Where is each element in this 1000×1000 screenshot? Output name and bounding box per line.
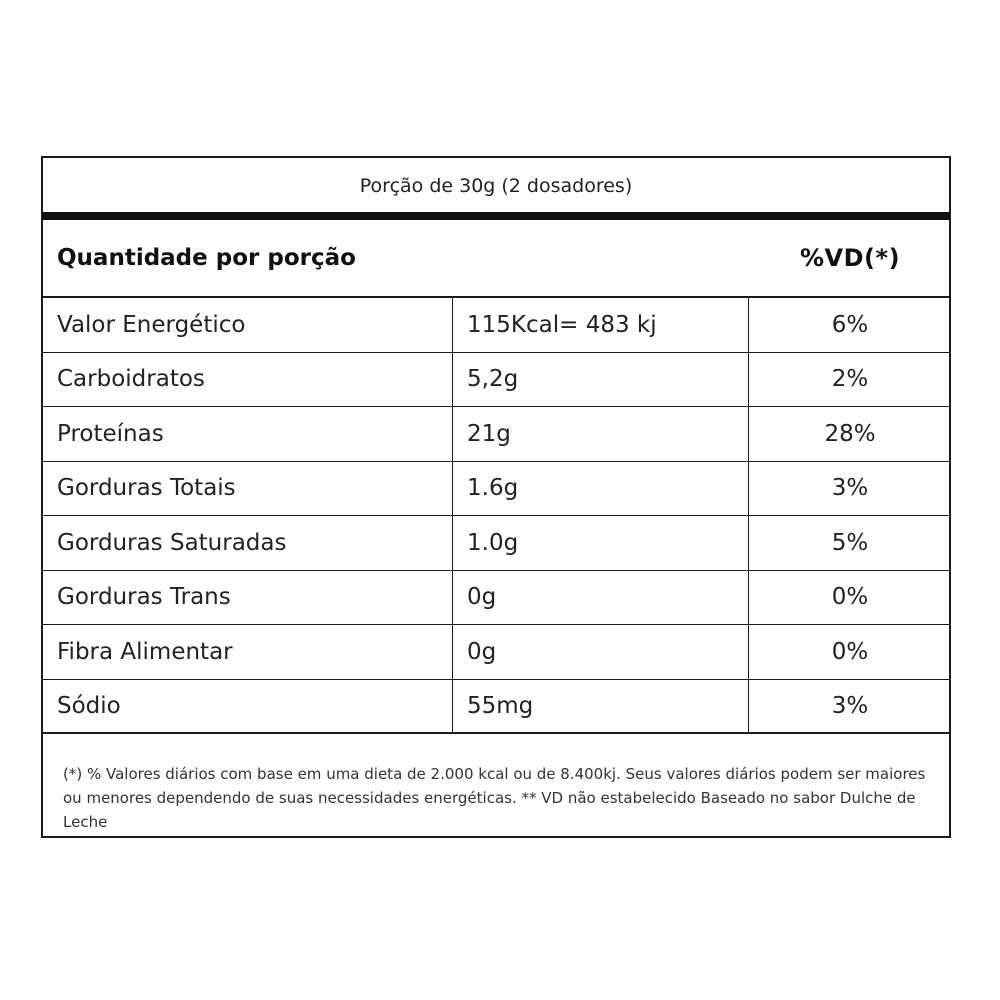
nutrient-rows — [43, 298, 949, 734]
nutrient-name: Carboidratos — [57, 366, 205, 393]
table-row — [43, 680, 949, 735]
nutrient-name: Gorduras Totais — [57, 475, 236, 502]
nutrient-daily-value: 28% — [748, 407, 951, 461]
nutrient-daily-value: 2% — [748, 353, 951, 407]
serving-size: Porção de 30g (2 dosadores) — [359, 175, 633, 197]
table-row — [43, 625, 949, 680]
nutrient-name: Gorduras Trans — [57, 584, 231, 611]
table-row — [43, 516, 949, 571]
table-row — [43, 407, 949, 462]
nutrient-daily-value: 0% — [748, 625, 951, 679]
quantity-per-serving-heading: Quantidade por porção — [57, 245, 356, 271]
nutrient-name: Sódio — [57, 692, 121, 719]
table-row — [43, 571, 949, 626]
nutrient-amount: 1.6g — [452, 462, 748, 516]
nutrient-name: Valor Energético — [57, 311, 246, 338]
daily-value-heading: %VD(*) — [800, 244, 901, 272]
nutrient-amount: 1.0g — [452, 516, 748, 570]
nutrient-amount: 0g — [452, 571, 748, 625]
table-row — [43, 353, 949, 408]
nutrient-amount: 115Kcal= 483 kj — [452, 298, 748, 352]
nutrient-daily-value: 5% — [748, 516, 951, 570]
nutrient-amount: 55mg — [452, 680, 748, 733]
nutrient-name: Fibra Alimentar — [57, 638, 233, 665]
header-divider — [43, 212, 949, 220]
nutrient-daily-value: 0% — [748, 571, 951, 625]
table-row — [43, 298, 949, 353]
nutrient-daily-value: 6% — [748, 298, 951, 352]
nutrition-facts-table — [41, 156, 951, 838]
nutrient-name: Proteínas — [57, 420, 164, 447]
nutrient-name: Gorduras Saturadas — [57, 529, 287, 556]
table-row — [43, 462, 949, 517]
nutrient-daily-value: 3% — [748, 680, 951, 733]
nutrient-daily-value: 3% — [748, 462, 951, 516]
header-row — [43, 220, 949, 298]
nutrient-amount: 21g — [452, 407, 748, 461]
footnote: (*) % Valores diários com base em uma dieta de 2.000 kcal ou de 8.400kj. Seus valores diários podem ser maiores ou menores dependendo de suas necessidades energéticas. ** VD não estabelecido Baseado no sabor Dulche de Leche — [63, 765, 926, 831]
nutrient-amount: 0g — [452, 625, 748, 679]
nutrient-amount: 5,2g — [452, 353, 748, 407]
